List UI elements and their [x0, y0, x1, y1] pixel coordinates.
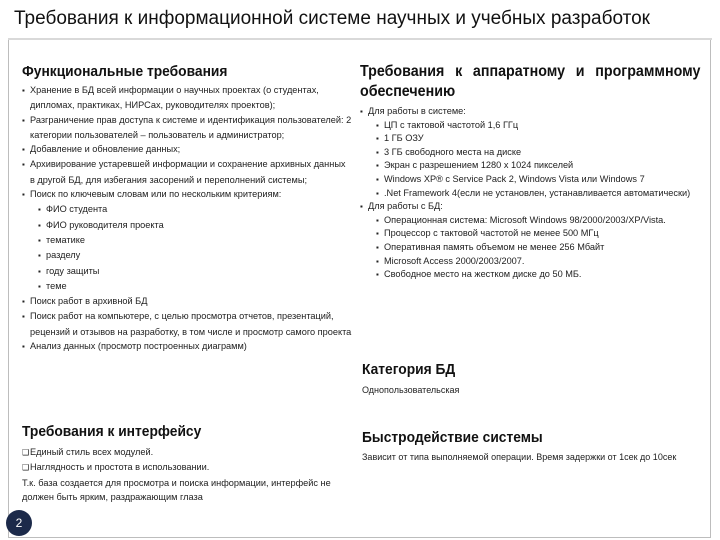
- functional-list: [22, 83, 352, 354]
- square-bullet-icon: ▪: [38, 266, 41, 276]
- square-bullet-icon: ▪: [38, 235, 41, 245]
- interface-list: [22, 445, 358, 504]
- performance-heading: Быстродействие системы: [362, 429, 543, 446]
- square-bullet-icon: ▪: [22, 342, 25, 352]
- list-item: ▪ Хранение в БД всей информации о научных проектах (о студентах, дипломах, практиках, НИРСах, руководителях проектов);: [22, 85, 319, 111]
- system-item: ▪ .Net Framework 4(если не установлен, устанавливается автоматически): [360, 187, 698, 201]
- system-item: ▪ Windows XP® с Service Pack 2, Windows Vista или Windows 7: [360, 173, 698, 187]
- interface-section: [22, 422, 358, 504]
- title-bar: [0, 0, 720, 44]
- square-bullet-icon: ▪: [376, 161, 379, 171]
- square-bullet-icon: ▪: [22, 190, 25, 200]
- square-bullet-icon: ▪: [38, 205, 41, 215]
- interface-heading: Требования к интерфейсу: [22, 423, 202, 440]
- square-bullet-icon: ▪: [38, 220, 41, 230]
- functional-section: [22, 62, 352, 354]
- page-title: Требования к информационной системе научных и учебных разработок: [14, 8, 650, 29]
- square-bullet-icon: ▪: [22, 145, 25, 155]
- square-bullet-icon: ▪: [22, 86, 25, 95]
- criteria-item: ▪ разделу: [22, 248, 352, 263]
- interface-note: Т.к. база создается для просмотра и поиска информации, интерфейс не должен быть ярким, раздражающим глаза: [22, 477, 331, 502]
- db-item: ▪ Microsoft Access 2000/2003/2007.: [360, 255, 698, 269]
- list-item: ❑Единый стиль всех модулей.: [22, 445, 358, 460]
- system-label: ▪ Для работы в системе:: [360, 105, 698, 119]
- square-bullet-icon: ▪: [22, 115, 25, 125]
- square-bullet-icon: ▪: [376, 242, 379, 252]
- performance-section: [362, 428, 696, 464]
- square-bullet-icon: ▪: [360, 202, 363, 212]
- square-bullet-icon: ▪: [38, 281, 41, 291]
- db-item: ▪ Свободное место на жестком диске до 50 МБ.: [360, 268, 698, 282]
- db-item: ▪ Процессор с тактовой частотой не менее 500 МГц: [360, 227, 698, 241]
- list-item: ▪ Архивирование устаревшей информации и сохранение архивных данных в другой БД, для избегания засорений и переполнений системы;: [22, 159, 346, 185]
- square-bullet-icon: ▪: [376, 188, 379, 198]
- square-bullet-icon: ▪: [376, 174, 379, 184]
- page-number-badge: 2: [6, 510, 32, 536]
- list-item: ▪ Анализ данных (просмотр построенных диаграмм): [22, 339, 352, 354]
- system-item: ▪ 1 ГБ ОЗУ: [360, 132, 698, 146]
- list-item: ▪ Поиск по ключевым словам или по нескольким критериям:: [22, 187, 352, 202]
- checkbox-bullet-icon: ❑: [22, 463, 30, 473]
- square-bullet-icon: ▪: [376, 147, 379, 157]
- square-bullet-icon: ▪: [376, 270, 379, 280]
- criteria-item: ▪ ФИО студента: [22, 202, 352, 217]
- criteria-item: ▪ году защиты: [22, 264, 352, 279]
- square-bullet-icon: ▪: [22, 297, 25, 307]
- square-bullet-icon: ▪: [376, 134, 379, 144]
- criteria-item: ▪ ФИО руководителя проекта: [22, 218, 352, 233]
- square-bullet-icon: ▪: [376, 120, 379, 130]
- square-bullet-icon: ▪: [38, 251, 41, 261]
- system-item: ▪ ЦП с тактовой частотой 1,6 ГГц: [360, 119, 698, 133]
- square-bullet-icon: ▪: [376, 215, 379, 225]
- square-bullet-icon: ▪: [22, 312, 25, 322]
- checkbox-bullet-icon: ❑: [22, 448, 30, 457]
- db-item: ▪ Операционная система: Microsoft Windows 98/2000/2003/XP/Vista.: [360, 214, 698, 228]
- db-category-heading: Категория БД: [362, 361, 456, 378]
- db-item: ▪ Оперативная память объемом не менее 256 Мбайт: [360, 241, 698, 255]
- list-item: ▪ Поиск работ на компьютере, с целью просмотра отчетов, презентаций, рецензий и отзывов на разработку, в том числе и просмотр самого проекта: [22, 311, 352, 337]
- criteria-item: ▪ теме: [22, 279, 352, 294]
- criteria-item: ▪ тематике: [22, 233, 352, 248]
- list-item: ▪ Добавление и обновление данных;: [22, 142, 352, 157]
- db-label: ▪ Для работы с БД:: [360, 200, 698, 214]
- functional-heading: Функциональные требования: [22, 63, 228, 80]
- list-item: ▪ Разграничение прав доступа к системе и идентификация пользователей: 2 категории пользователей – пользователь и администратор;: [22, 114, 352, 140]
- list-item: ▪ Поиск работ в архивной БД: [22, 294, 352, 309]
- hardware-list: [360, 105, 698, 282]
- hardware-section: [360, 62, 701, 282]
- db-category-value: Однопользовательская: [362, 385, 460, 395]
- list-item: ❑Наглядность и простота в использовании.: [22, 460, 358, 475]
- square-bullet-icon: ▪: [22, 160, 25, 170]
- system-item: ▪ Экран с разрешением 1280 x 1024 пикселей: [360, 159, 698, 173]
- system-item: ▪ 3 ГБ свободного места на диске: [360, 146, 698, 160]
- square-bullet-icon: ▪: [376, 256, 379, 266]
- square-bullet-icon: ▪: [360, 107, 363, 116]
- db-category-section: [362, 360, 700, 395]
- square-bullet-icon: ▪: [376, 229, 379, 239]
- hardware-heading: Требования к аппаратному и программному обеспечению: [360, 63, 701, 100]
- performance-text: Зависит от типа выполняемой операции. Время задержки от 1сек до 10сек: [362, 452, 677, 462]
